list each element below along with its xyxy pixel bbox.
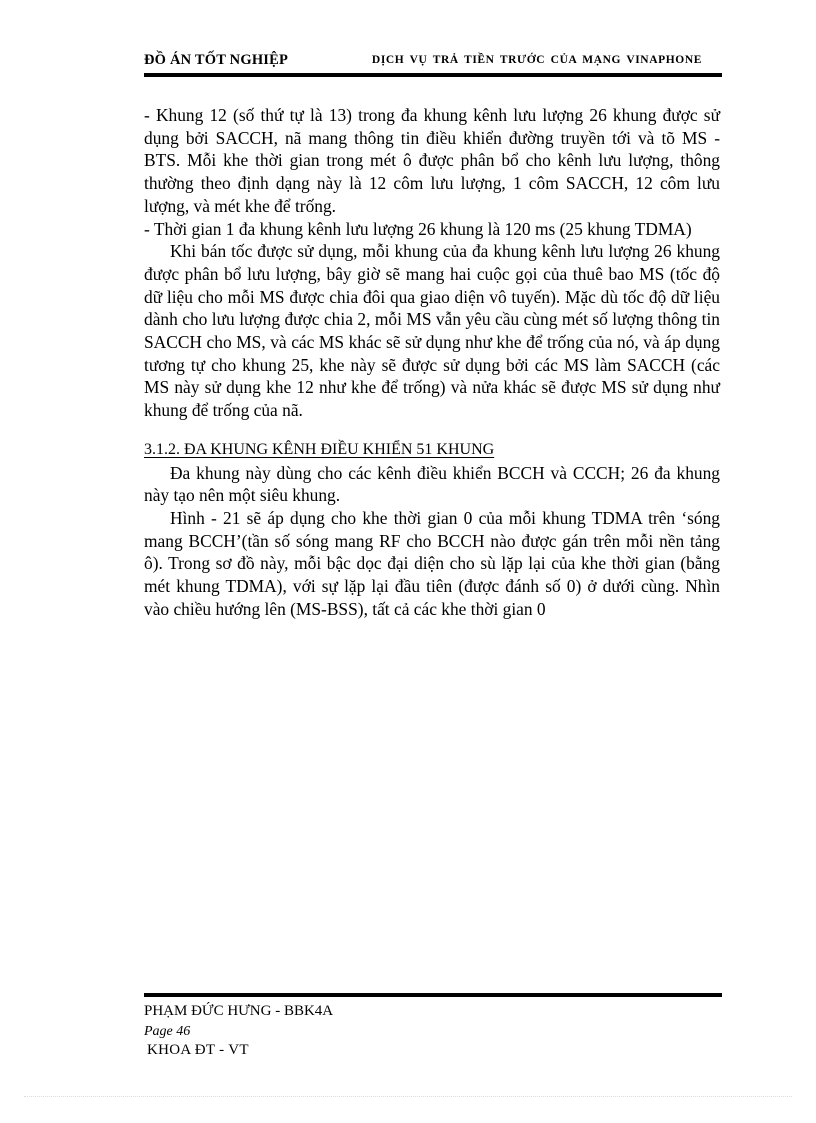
page-header [144,52,722,74]
paragraph-khung-12: - Khung 12 (số thứ tự là 13) trong đa khung kênh lưu lượng 26 khung được sử dụng bởi SACCH, nã mang thông tin điều khiển đường truyền tới và tõ MS - BTS. Mỗi khe thời gian trong mét ô được phân bổ cho kênh lưu lượng, thông thường theo định dạng này là 12 côm lưu lượng, 1 côm SACCH, 12 côm lưu lượng, và mét khe để trống. [144,105,720,216]
header-thesis-title: ĐỒ ÁN TỐT NGHIỆP [144,52,289,68]
section-heading [144,439,720,462]
header-divider [144,73,722,77]
footer-department: KHOA ĐT - VT [147,1042,249,1058]
paragraph-thoi-gian: - Thời gian 1 đa khung kênh lưu lượng 26 khung là 120 ms (25 khung TDMA) [144,218,692,239]
section-heading-text: 3.1.2. ĐA KHUNG KÊNH ĐIỀU KHIỂN 51 KHUNG [144,440,495,458]
paragraph-da-khung: Đa khung này dùng cho các kênh điều khiển BCCH và CCCH; 26 đa khung này tạo nên một siêu khung. [144,462,720,506]
page-footer [144,1002,722,1061]
footer-page-number: Page 46 [144,1023,191,1039]
header-topic-title: DỊCH VỤ TRẢ TIỀN TRƯỚC CỦA MẠNG VINAPHONE [371,54,702,66]
paragraph-hinh-21: Hình - 21 sẽ áp dụng cho khe thời gian 0 của mỗi khung TDMA trên ‘sóng mang BCCH’(tần số sóng mang RF cho BCCH nào được gán trên mỗi nền tảng ô). Trong sơ đồ này, mỗi bậc dọc đại diện cho sù lặp lại của khe thời gian (bằng mét khung TDMA), với sự lặp lại đầu tiên (được đánh số 0) ở dưới cùng. Nhìn vào chiều hướng lên (MS-BSS), tất cả các khe thời gian 0 [144,507,720,619]
footer-divider [144,993,722,997]
document-body [144,104,720,620]
footer-author: PHẠM ĐỨC HƯNG - BBK4A [144,1003,334,1019]
paragraph-ban-toc: Khi bán tốc được sử dụng, mỗi khung của đa khung kênh lưu lượng 26 khung được phân bổ lưu lượng, bây giờ sẽ mang hai cuộc gọi của thuê bao MS (tốc độ dữ liệu cho mỗi MS được chia đôi qua giao diện vô tuyến). Mặc dù tốc độ dữ liệu dành cho lưu lượng được chia 2, mỗi MS vẫn yêu cầu cùng mét số lượng thông tin SACCH cho MS, và các MS khác sẽ sử dụng như khe để trống của nó, và áp dụng tương tự cho khung 25, khe này sẽ được sử dụng bởi các MS làm SACCH (các MS này sử dụng khe 12 như khe để trống) và nửa khác sẽ được MS sử dụng như khung để trống của nã. [144,241,720,421]
page-bottom-divider [24,1096,792,1097]
